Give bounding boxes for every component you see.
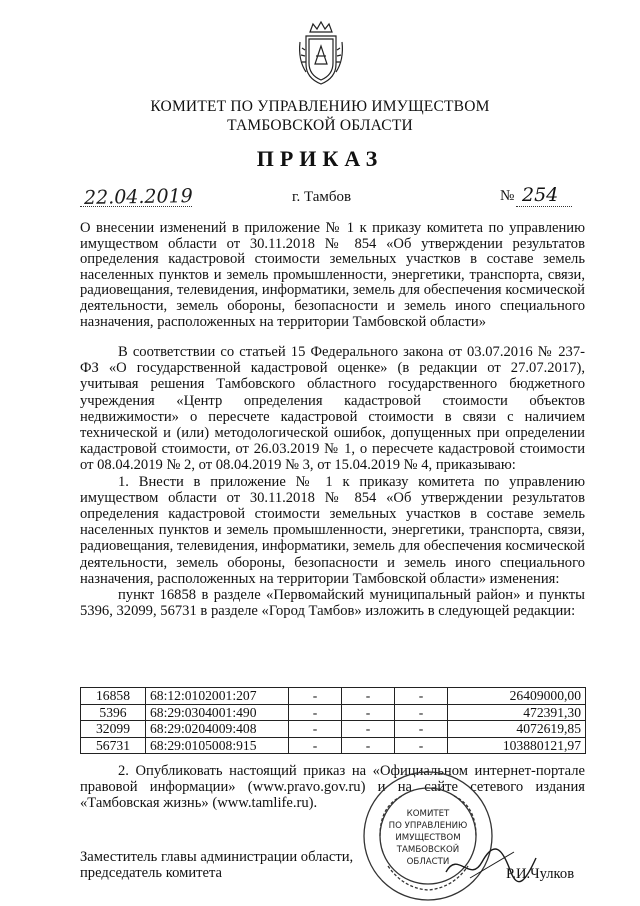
table-cell: 5396	[81, 704, 146, 721]
organization-region: ТАМБОВСКОЙ ОБЛАСТИ	[227, 117, 413, 134]
document-body	[80, 344, 585, 619]
signatory-name: Р.И.Чулков	[506, 866, 575, 882]
document-city: г. Тамбов	[292, 189, 352, 205]
table-cell: -	[289, 704, 342, 721]
number-underline	[516, 206, 572, 207]
table-cell: -	[342, 688, 395, 705]
stamp-text: ПО УПРАВЛЕНИЮ	[388, 821, 468, 831]
stamp-text: КОМИТЕТ	[406, 809, 450, 819]
table-cell: -	[342, 721, 395, 738]
table-cell: -	[342, 704, 395, 721]
table-cell: 56731	[81, 737, 146, 754]
table-cell: -	[342, 737, 395, 754]
body-paragraph: В соответствии со статьей 15 Федерального закона от 03.07.2016 № 237-ФЗ «О государственной кадастровой оценке» (в редакции от 27.07.2017), учитывая решения Тамбовского областного государственного бюджетного учреждения «Центр определения кадастровой стоимости объектов недвижимости» о пересчете кадастровой стоимости в связи с наличием технической и (или) методологической ошибок, допущенных при определении кадастровой стоимости, от 26.03.2019 № 1, о пересчете кадастровой стоимости от 08.04.2019 № 2, от 08.04.2019 № 3, от 15.04.2019 № 4, приказываю:	[80, 344, 585, 474]
signatory-position-line: Заместитель главы администрации области,	[80, 849, 354, 865]
stamp-text: ТАМБОВСКОЙ	[396, 845, 460, 855]
table-cell: -	[395, 688, 448, 705]
table-cell: 32099	[81, 721, 146, 738]
table-cell: 472391,30	[448, 704, 586, 721]
table-cell: 16858	[81, 688, 146, 705]
table-cell: -	[395, 737, 448, 754]
cadastral-table	[80, 687, 586, 754]
stamp-text: ОБЛАСТИ	[406, 857, 450, 867]
table-cell: 4072619,85	[448, 721, 586, 738]
document-subject: О внесении изменений в приложение № 1 к приказу комитета по управлению имуществом области от 30.11.2018 № 854 «Об утверждении результатов определения кадастровой стоимости земельных участков в составе земель населенных пунктов и земель промышленности, энергетики, транспорта, связи, радиовещания, телевидения, информатики, земель для обеспечения космической деятельности, земель обороны, безопасности и земель иного специального назначения, расположенных на территории Тамбовской области»	[80, 220, 585, 330]
table-cell: -	[395, 721, 448, 738]
number-label: №	[500, 188, 515, 204]
table-row	[81, 688, 586, 705]
table-cell: 68:29:0304001:490	[146, 704, 289, 721]
coat-of-arms-icon	[296, 20, 346, 86]
table-cell: 26409000,00	[448, 688, 586, 705]
date-underline	[80, 206, 192, 207]
table-cell: -	[289, 721, 342, 738]
table-cell: -	[395, 704, 448, 721]
table-cell: 103880121,97	[448, 737, 586, 754]
body-paragraph: пункт 16858 в разделе «Первомайский муниципальный район» и пункты 5396, 32099, 56731 в разделе «Город Тамбов» изложить в следующей редакции:	[80, 587, 585, 620]
body-paragraph: 2. Опубликовать настоящий приказ на «Официальном интернет-портале правовой информации» (www.pravo.gov.ru) и на сайте сетевого издания «Тамбовская жизнь» (www.tamlife.ru).	[80, 763, 585, 812]
table-cell: 68:12:0102001:207	[146, 688, 289, 705]
document-date: 22.04.2019	[83, 185, 193, 209]
table-cell: 68:29:0204009:408	[146, 721, 289, 738]
signatory-position-line: председатель комитета	[80, 865, 223, 881]
table-row	[81, 721, 586, 738]
table-row	[81, 737, 586, 754]
table-cell: -	[289, 737, 342, 754]
organization-name: КОМИТЕТ ПО УПРАВЛЕНИЮ ИМУЩЕСТВОМ	[150, 98, 490, 115]
document-number: 254	[522, 184, 559, 206]
table-row	[81, 704, 586, 721]
body-paragraph: 1. Внести в приложение № 1 к приказу комитета по управлению имуществом области от 30.11.2018 № 854 «Об утверждении результатов определения кадастровой стоимости земельных участков в составе земель населенных пунктов и земель промышленности, энергетики, транспорта, связи, радиовещания, телевидения, информатики, земель для обеспечения космической деятельности, земель обороны, безопасности и земель иного специального назначения, расположенных на территории Тамбовской области» изменения:	[80, 473, 585, 587]
document-body-continued	[80, 763, 585, 812]
document-title: ПРИКАЗ	[256, 146, 384, 171]
handwritten-signature	[440, 840, 540, 890]
table-cell: -	[289, 688, 342, 705]
table-cell: 68:29:0105008:915	[146, 737, 289, 754]
signatory-position	[80, 849, 353, 881]
stamp-text: ИМУЩЕСТВОМ	[395, 833, 461, 843]
